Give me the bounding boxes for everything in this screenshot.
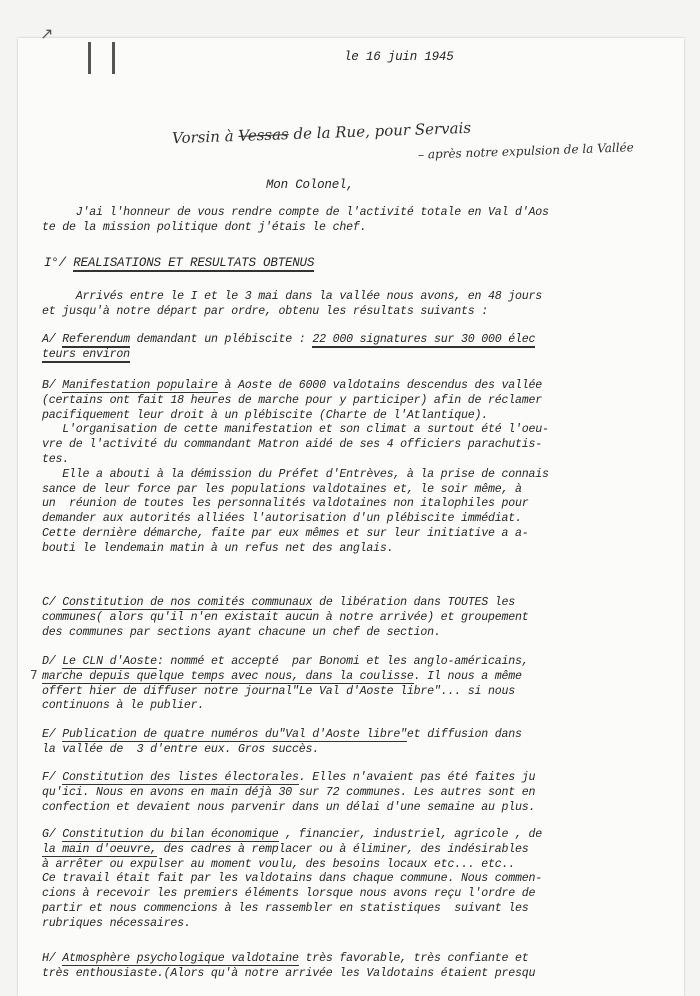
section-heading: I°/ REALISATIONS ET RESULTATS OBTENUS [44, 256, 315, 270]
item-b-manifestation: B/ Manifestation populaire à Aoste de 6000 valdotains descendus des vallée (certains ont fait 18 heures de marche pour y participer) afin de réclamer pacifiquement leur droit à un plébiscite (Charte de l'Atlantique). L'organisation de cette manifestation et son climat a surtout été l'oeu- vre de l'activité du commandant Matron aidé de ses 4 officiers parachutis- tes. Elle a abouti à la démission du Préfet d'Entrèves, à la prise de connais sance de leur force par les populations valdotaines et, le soir même, à un réunion de toutes les personnalités valdotaines non italophiles pour demander aux autorités alliées l'autorisation d'un plébiscite immédiat. Cette dernière démarche, faite par eux mêmes et sur leur initiative a a- bouti le lendemain matin à un refus net des anglais. [42, 379, 549, 555]
item-d-cln: D/ Le CLN d'Aoste: nommé et accepté par Bonomi et les anglo-américains, marche depuis quelque temps avec nous, dans la coulisse. Il nous a même offert hier de diffuser notre journal"Le Val d'Aoste libre"... si nous continuons à le publier. [42, 655, 529, 713]
corner-arrow-mark: ↗ [40, 24, 54, 43]
item-c-comites: C/ Constitution de nos comités communaux de libération dans TOUTES les communes( alors qu'il n'en existait aucun à notre arrivée) et groupement des communes par sections ayant chacune un chef de section. [42, 596, 529, 639]
item-f-listes: F/ Constitution des listes électorales. Elles n'avaient pas été faites ju qu'ici. Nous en avons en main déjà 30 sur 72 communes. Les autres sont en confection et devaient nous parvenir dans un délai d'une semaine au plus. [42, 771, 536, 814]
item-e-publication: E/ Publication de quatre numéros du"Val d'Aoste libre"et diffusion dans la vallée de 3 d'entre eux. Gros succès. [42, 728, 522, 756]
salutation: Mon Colonel, [266, 178, 354, 192]
staple-mark [112, 42, 115, 74]
letter-date: le 16 juin 1945 [344, 50, 454, 64]
item-h-atmosphere: H/ Atmosphère psychologique valdotaine très favorable, très confiante et très enthousiaste.(Alors qu'à notre arrivée les Valdotains étaient presqu [42, 952, 536, 980]
staple-mark [88, 42, 91, 74]
item-g-bilan: G/ Constitution du bilan économique , financier, industriel, agricole , de la main d'oeuvre, des cadres à remplacer ou à éliminer, des indésirables à arrêter ou expulser au moment voulu, des besoins locaux etc... etc.. Ce travail était fait par les valdotains dans chaque commune. Nous commen- cions à recevoir les premiers éléments lorsque nous avons reçu l'ordre de partir et nous commencions à les rassembler en statistiques suivant les rubriques nécessaires. [42, 828, 543, 930]
intro-paragraph: J'ai l'honneur de vous rendre compte de l'activité totale en Val d'Aos te de la mission politique dont j'étais le chef. [42, 206, 549, 234]
handwritten-note-line1: Vorsin à Vessas de la Rue, pour Servais [171, 118, 472, 148]
item-a-referendum: A/ Referendum demandant un plébiscite : 22 000 signatures sur 30 000 élec teurs environ [42, 333, 536, 361]
paragraph-intro-results: Arrivés entre le I et le 3 mai dans la vallée nous avons, en 48 jours et jusqu'à notre départ par ordre, obtenu les résultats suivants : [42, 290, 543, 318]
handwritten-note-line2: – après notre expulsion de la Vallée [417, 140, 634, 162]
margin-mark: 7 [30, 668, 38, 682]
